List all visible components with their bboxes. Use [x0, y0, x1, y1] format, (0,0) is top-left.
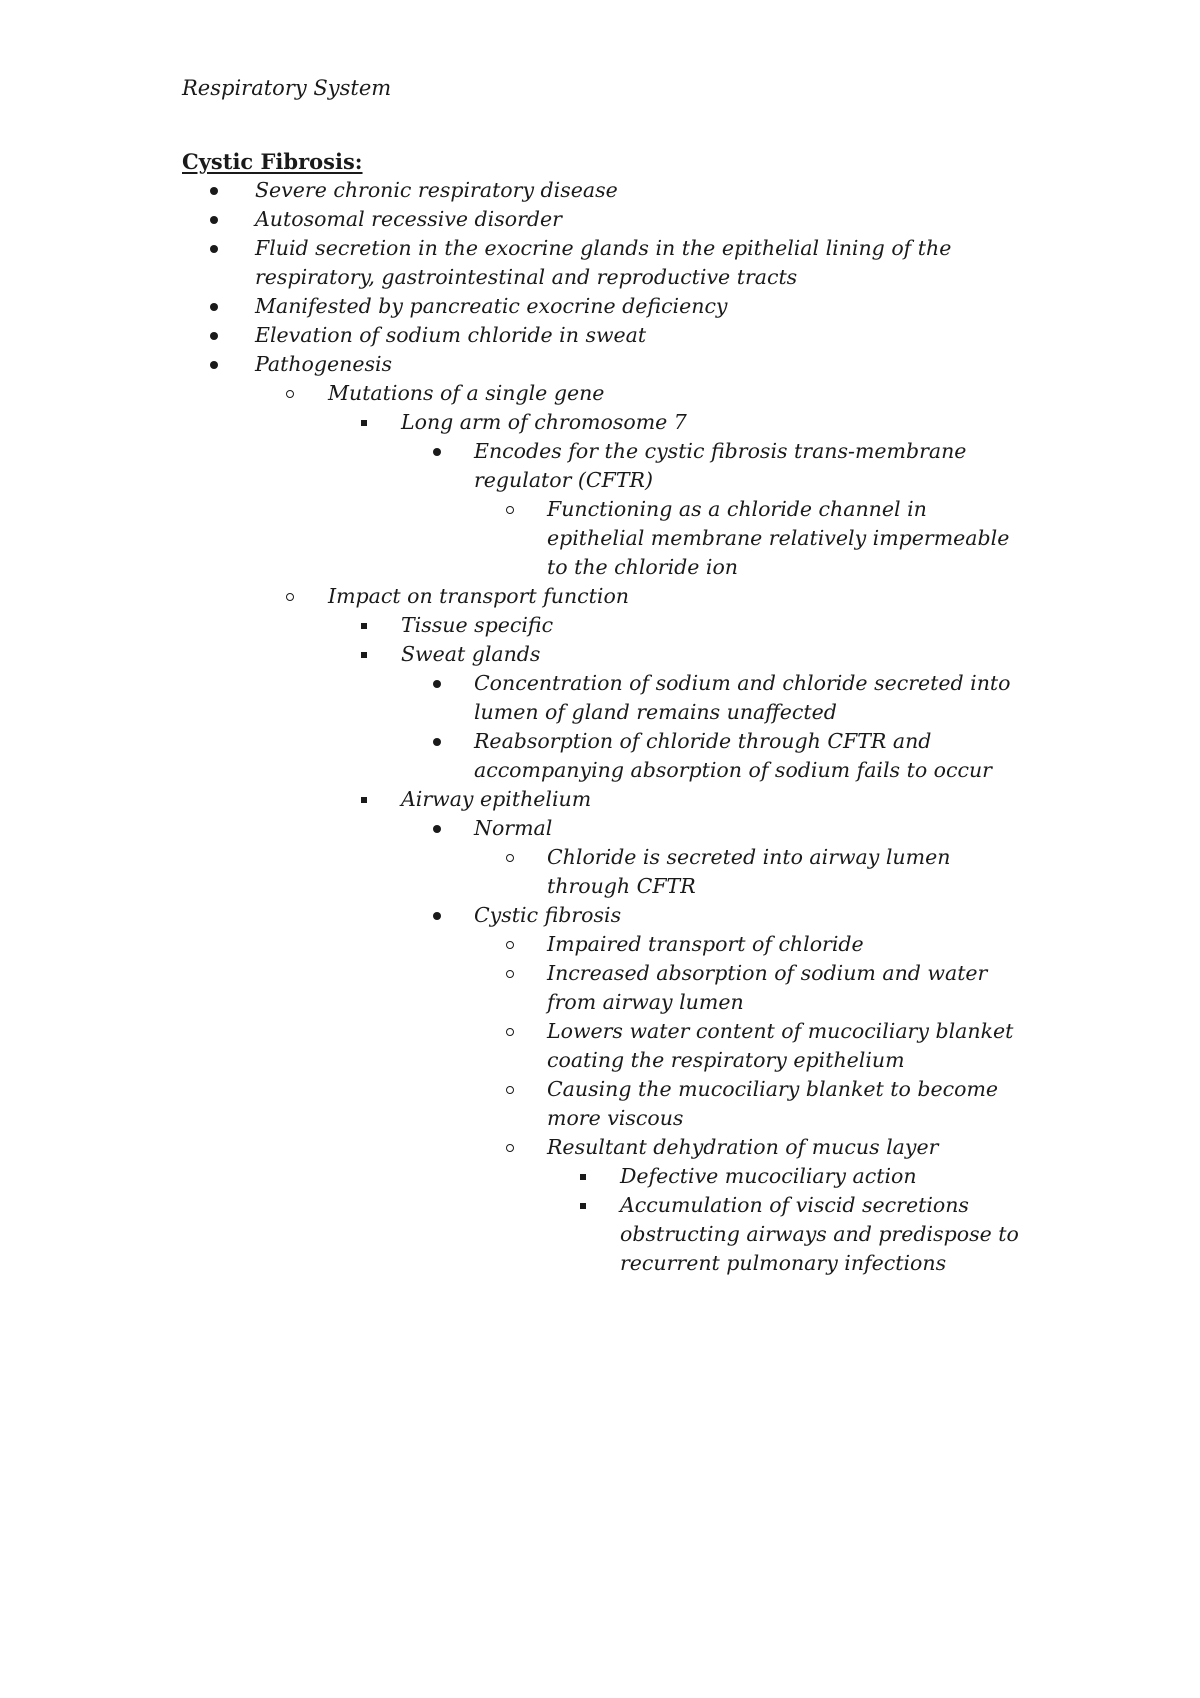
bullet-outline: [0, 176, 1200, 1278]
list-item-text: Reabsorption of chloride through CFTR and accompanying absorption of sodium fails to occur: [474, 729, 992, 782]
list-item-text: Accumulation of viscid secretions obstructing airways and predispose to recurrent pulmonary infections: [620, 1193, 1019, 1275]
disc-bullet-icon: [205, 176, 223, 205]
disc-bullet-icon: [205, 350, 223, 379]
list-item-text: Fluid secretion in the exocrine glands in the epithelial lining of the respiratory, gastrointestinal and reproductive tracts: [255, 236, 952, 289]
list-item: [0, 176, 1200, 205]
square-bullet-icon: [355, 611, 373, 640]
list-item: [0, 669, 1200, 727]
square-bullet-icon: [574, 1191, 592, 1220]
square-bullet-icon: [355, 785, 373, 814]
list-item: [0, 379, 1200, 408]
circle-bullet-icon: [501, 930, 519, 959]
list-item-text: Long arm of chromosome 7: [401, 410, 687, 434]
square-bullet-icon: [355, 640, 373, 669]
list-item-text: Resultant dehydration of mucus layer: [547, 1135, 939, 1159]
list-item-text: Severe chronic respiratory disease: [255, 178, 618, 202]
list-item: [0, 1133, 1200, 1162]
circle-bullet-icon: [501, 959, 519, 988]
list-item-text: Lowers water content of mucociliary blanket coating the respiratory epithelium: [547, 1019, 1014, 1072]
list-item: [0, 582, 1200, 611]
list-item-text: Pathogenesis: [255, 352, 393, 376]
list-item: [0, 611, 1200, 640]
list-item: [0, 727, 1200, 785]
list-item-text: Functioning as a chloride channel in epithelial membrane relatively impermeable to the chloride ion: [547, 497, 1010, 579]
list-item: [0, 785, 1200, 814]
disc-bullet-icon: [205, 234, 223, 263]
list-item-text: Impact on transport function: [328, 584, 629, 608]
page-header: Respiratory System: [182, 76, 392, 100]
disc-bullet-icon: [205, 321, 223, 350]
list-item: [0, 640, 1200, 669]
list-item-text: Tissue specific: [401, 613, 554, 637]
disc-bullet-icon: [205, 292, 223, 321]
circle-bullet-icon: [501, 1017, 519, 1046]
circle-bullet-icon: [501, 1133, 519, 1162]
list-item-text: Encodes for the cystic fibrosis trans-membrane regulator (CFTR): [474, 439, 967, 492]
list-item: [0, 814, 1200, 843]
list-item: [0, 1191, 1200, 1278]
list-item-text: Elevation of sodium chloride in sweat: [255, 323, 647, 347]
square-bullet-icon: [574, 1162, 592, 1191]
list-item: [0, 495, 1200, 582]
list-item: [0, 1075, 1200, 1133]
disc-bullet-icon: [205, 205, 223, 234]
list-item-text: Defective mucociliary action: [620, 1164, 917, 1188]
circle-bullet-icon: [281, 582, 299, 611]
list-item-text: Normal: [474, 816, 553, 840]
list-item-text: Autosomal recessive disorder: [255, 207, 562, 231]
disc-bullet-icon: [428, 437, 446, 466]
list-item-text: Mutations of a single gene: [328, 381, 605, 405]
list-item-text: Manifested by pancreatic exocrine deficiency: [255, 294, 728, 318]
circle-bullet-icon: [501, 843, 519, 872]
list-item: [0, 1162, 1200, 1191]
list-item: [0, 205, 1200, 234]
square-bullet-icon: [355, 408, 373, 437]
list-item-text: Sweat glands: [401, 642, 541, 666]
section-heading: Cystic Fibrosis:: [182, 149, 363, 174]
list-item: [0, 350, 1200, 379]
list-item: [0, 930, 1200, 959]
list-item: [0, 843, 1200, 901]
circle-bullet-icon: [501, 495, 519, 524]
list-item-text: Airway epithelium: [401, 787, 592, 811]
list-item: [0, 234, 1200, 292]
list-item-text: Impaired transport of chloride: [547, 932, 864, 956]
list-item: [0, 292, 1200, 321]
list-item-text: Cystic fibrosis: [474, 903, 622, 927]
circle-bullet-icon: [501, 1075, 519, 1104]
list-item-text: Increased absorption of sodium and water from airway lumen: [547, 961, 988, 1014]
disc-bullet-icon: [428, 814, 446, 843]
list-item: [0, 321, 1200, 350]
list-item: [0, 408, 1200, 437]
list-item-text: Concentration of sodium and chloride secreted into lumen of gland remains unaffected: [474, 671, 1011, 724]
list-item: [0, 901, 1200, 930]
disc-bullet-icon: [428, 901, 446, 930]
circle-bullet-icon: [281, 379, 299, 408]
disc-bullet-icon: [428, 727, 446, 756]
disc-bullet-icon: [428, 669, 446, 698]
list-item-text: Causing the mucociliary blanket to become more viscous: [547, 1077, 999, 1130]
list-item: [0, 1017, 1200, 1075]
list-item-text: Chloride is secreted into airway lumen through CFTR: [547, 845, 951, 898]
list-item: [0, 437, 1200, 495]
list-item: [0, 959, 1200, 1017]
